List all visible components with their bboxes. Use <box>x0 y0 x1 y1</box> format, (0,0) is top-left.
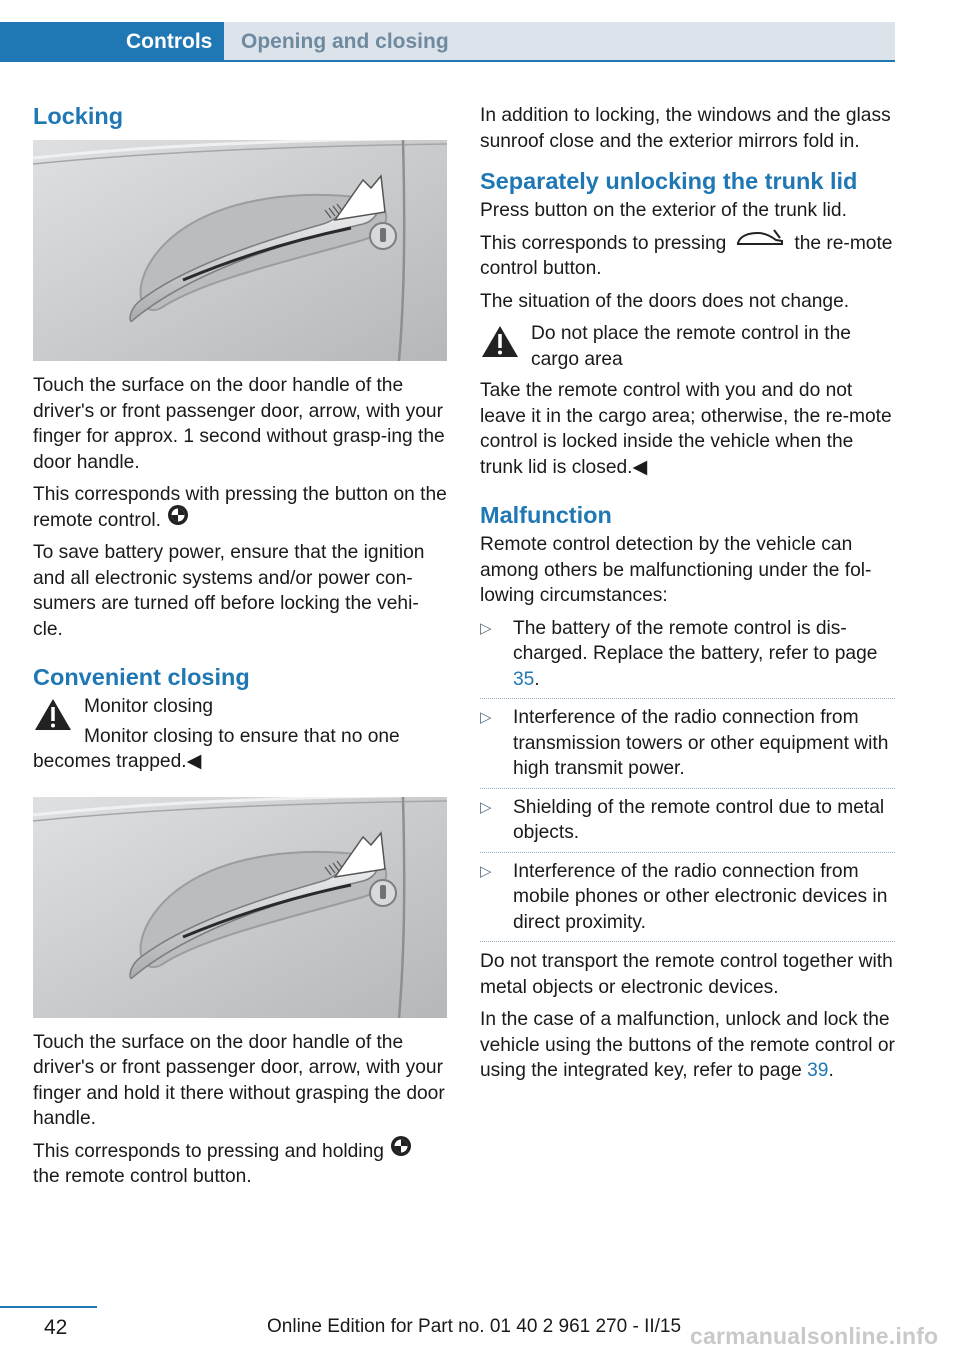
malfunction-text-1: Remote control detection by the vehicle can among others be malfunctioning under the fol‐lowing circumstances: <box>480 534 872 606</box>
left-column <box>33 96 447 1197</box>
warning-cargo-area <box>480 321 895 372</box>
warning-text: Take the remote control with you and do not leave it in the cargo area; otherwise, the re‐mote control is locked inside the vehicle when the trunk lid is closed.◀ <box>480 380 892 478</box>
malfunction-heading: Malfunction <box>480 502 612 528</box>
page-header <box>0 0 960 62</box>
bmw-logo-icon <box>390 1135 412 1165</box>
list-item: ▷ Shielding of the remote control due to metal objects. <box>480 795 895 853</box>
watermark: carmanualsonline.info <box>690 1323 939 1349</box>
convenient-closing-heading: Convenient closing <box>33 664 250 691</box>
warning-title: Monitor closing <box>84 696 214 718</box>
locking-heading: Locking <box>33 103 124 129</box>
trunk-lid-heading: Separately unlocking the trunk lid <box>480 168 858 194</box>
list-item: ▷ The battery of the remote control is dis‐charged. Replace the battery, refer to page 35. <box>480 616 895 700</box>
triangle-bullet-icon: ▷ <box>480 709 492 726</box>
header-rule <box>0 60 895 62</box>
trunk-text-3: The situation of the doors does not change. <box>480 290 850 312</box>
bmw-logo-icon <box>167 504 189 534</box>
malfunction-list <box>480 616 895 943</box>
triangle-bullet-icon: ▷ <box>480 862 492 880</box>
malfunction-text-3: In the case of a malfunction, unlock and lock the vehicle using the buttons of the remote control or using the integrated key, refer to page 39. <box>480 1009 895 1081</box>
page-number: 42 <box>44 1316 68 1339</box>
page-link-35[interactable]: 35 <box>513 668 535 690</box>
triangle-bullet-icon: ▷ <box>480 619 492 637</box>
warning-title: Do not place the remote control in the cargo area <box>531 323 851 370</box>
list-item: ▷ Interference of the radio connection from transmission towers or other equipment with high transmit power. <box>480 705 895 789</box>
trunk-text-2: This corresponds to pressing the re‐mote control button. <box>480 231 895 282</box>
right-column <box>480 103 895 1091</box>
edition-text: Online Edition for Part no. 01 40 2 961 270 - II/15 <box>267 1316 682 1337</box>
locking-text-1: Touch the surface on the door handle of the driver's or front passenger door, arrow, with your finger for approx. 1 second without grasp‐ing the door handle. <box>33 375 445 473</box>
malfunction-text-2: Do not transport the remote control together with metal objects or electronic devices. <box>480 951 893 998</box>
list-item: ▷ Interference of the radio connection from mobile phones or other electronic devices in direct proximity. <box>480 859 895 943</box>
warning-triangle-icon <box>33 697 73 737</box>
convenient-text-1: Touch the surface on the door handle of the driver's or front passenger door, arrow, with your finger and hold it there without grasping the door handle. <box>33 1031 445 1130</box>
tab-opening-and-closing[interactable]: Opening and closing <box>224 22 895 62</box>
page-link-39[interactable]: 39 <box>807 1060 829 1081</box>
trunk-text-1: Press button on the exterior of the trunk lid. <box>480 200 847 221</box>
locking-text-2: This corresponds with pressing the button on the remote control. <box>33 482 447 533</box>
door-handle-photo-1 <box>33 140 447 361</box>
triangle-bullet-icon: ▷ <box>480 798 492 816</box>
door-handle-photo-2 <box>33 797 447 1018</box>
footer-rule <box>0 1306 97 1308</box>
locking-extra-text: In addition to locking, the windows and the glass sunroof close and the exterior mirrors fold in. <box>480 105 891 152</box>
convenient-text-2: This corresponds to pressing and holding the remote control button. <box>33 1139 447 1190</box>
warning-text: Monitor closing to ensure that no one becomes trapped.◀ <box>33 725 400 773</box>
warning-triangle-icon <box>480 324 520 364</box>
locking-text-3: To save battery power, ensure that the ignition and all electronic systems and/or power con‐sumers are turned off before locking the vehi‐cle. <box>33 542 425 640</box>
warning-monitor-closing <box>33 694 447 720</box>
trunk-button-icon <box>736 228 784 256</box>
tab-controls[interactable]: Controls <box>0 22 224 62</box>
